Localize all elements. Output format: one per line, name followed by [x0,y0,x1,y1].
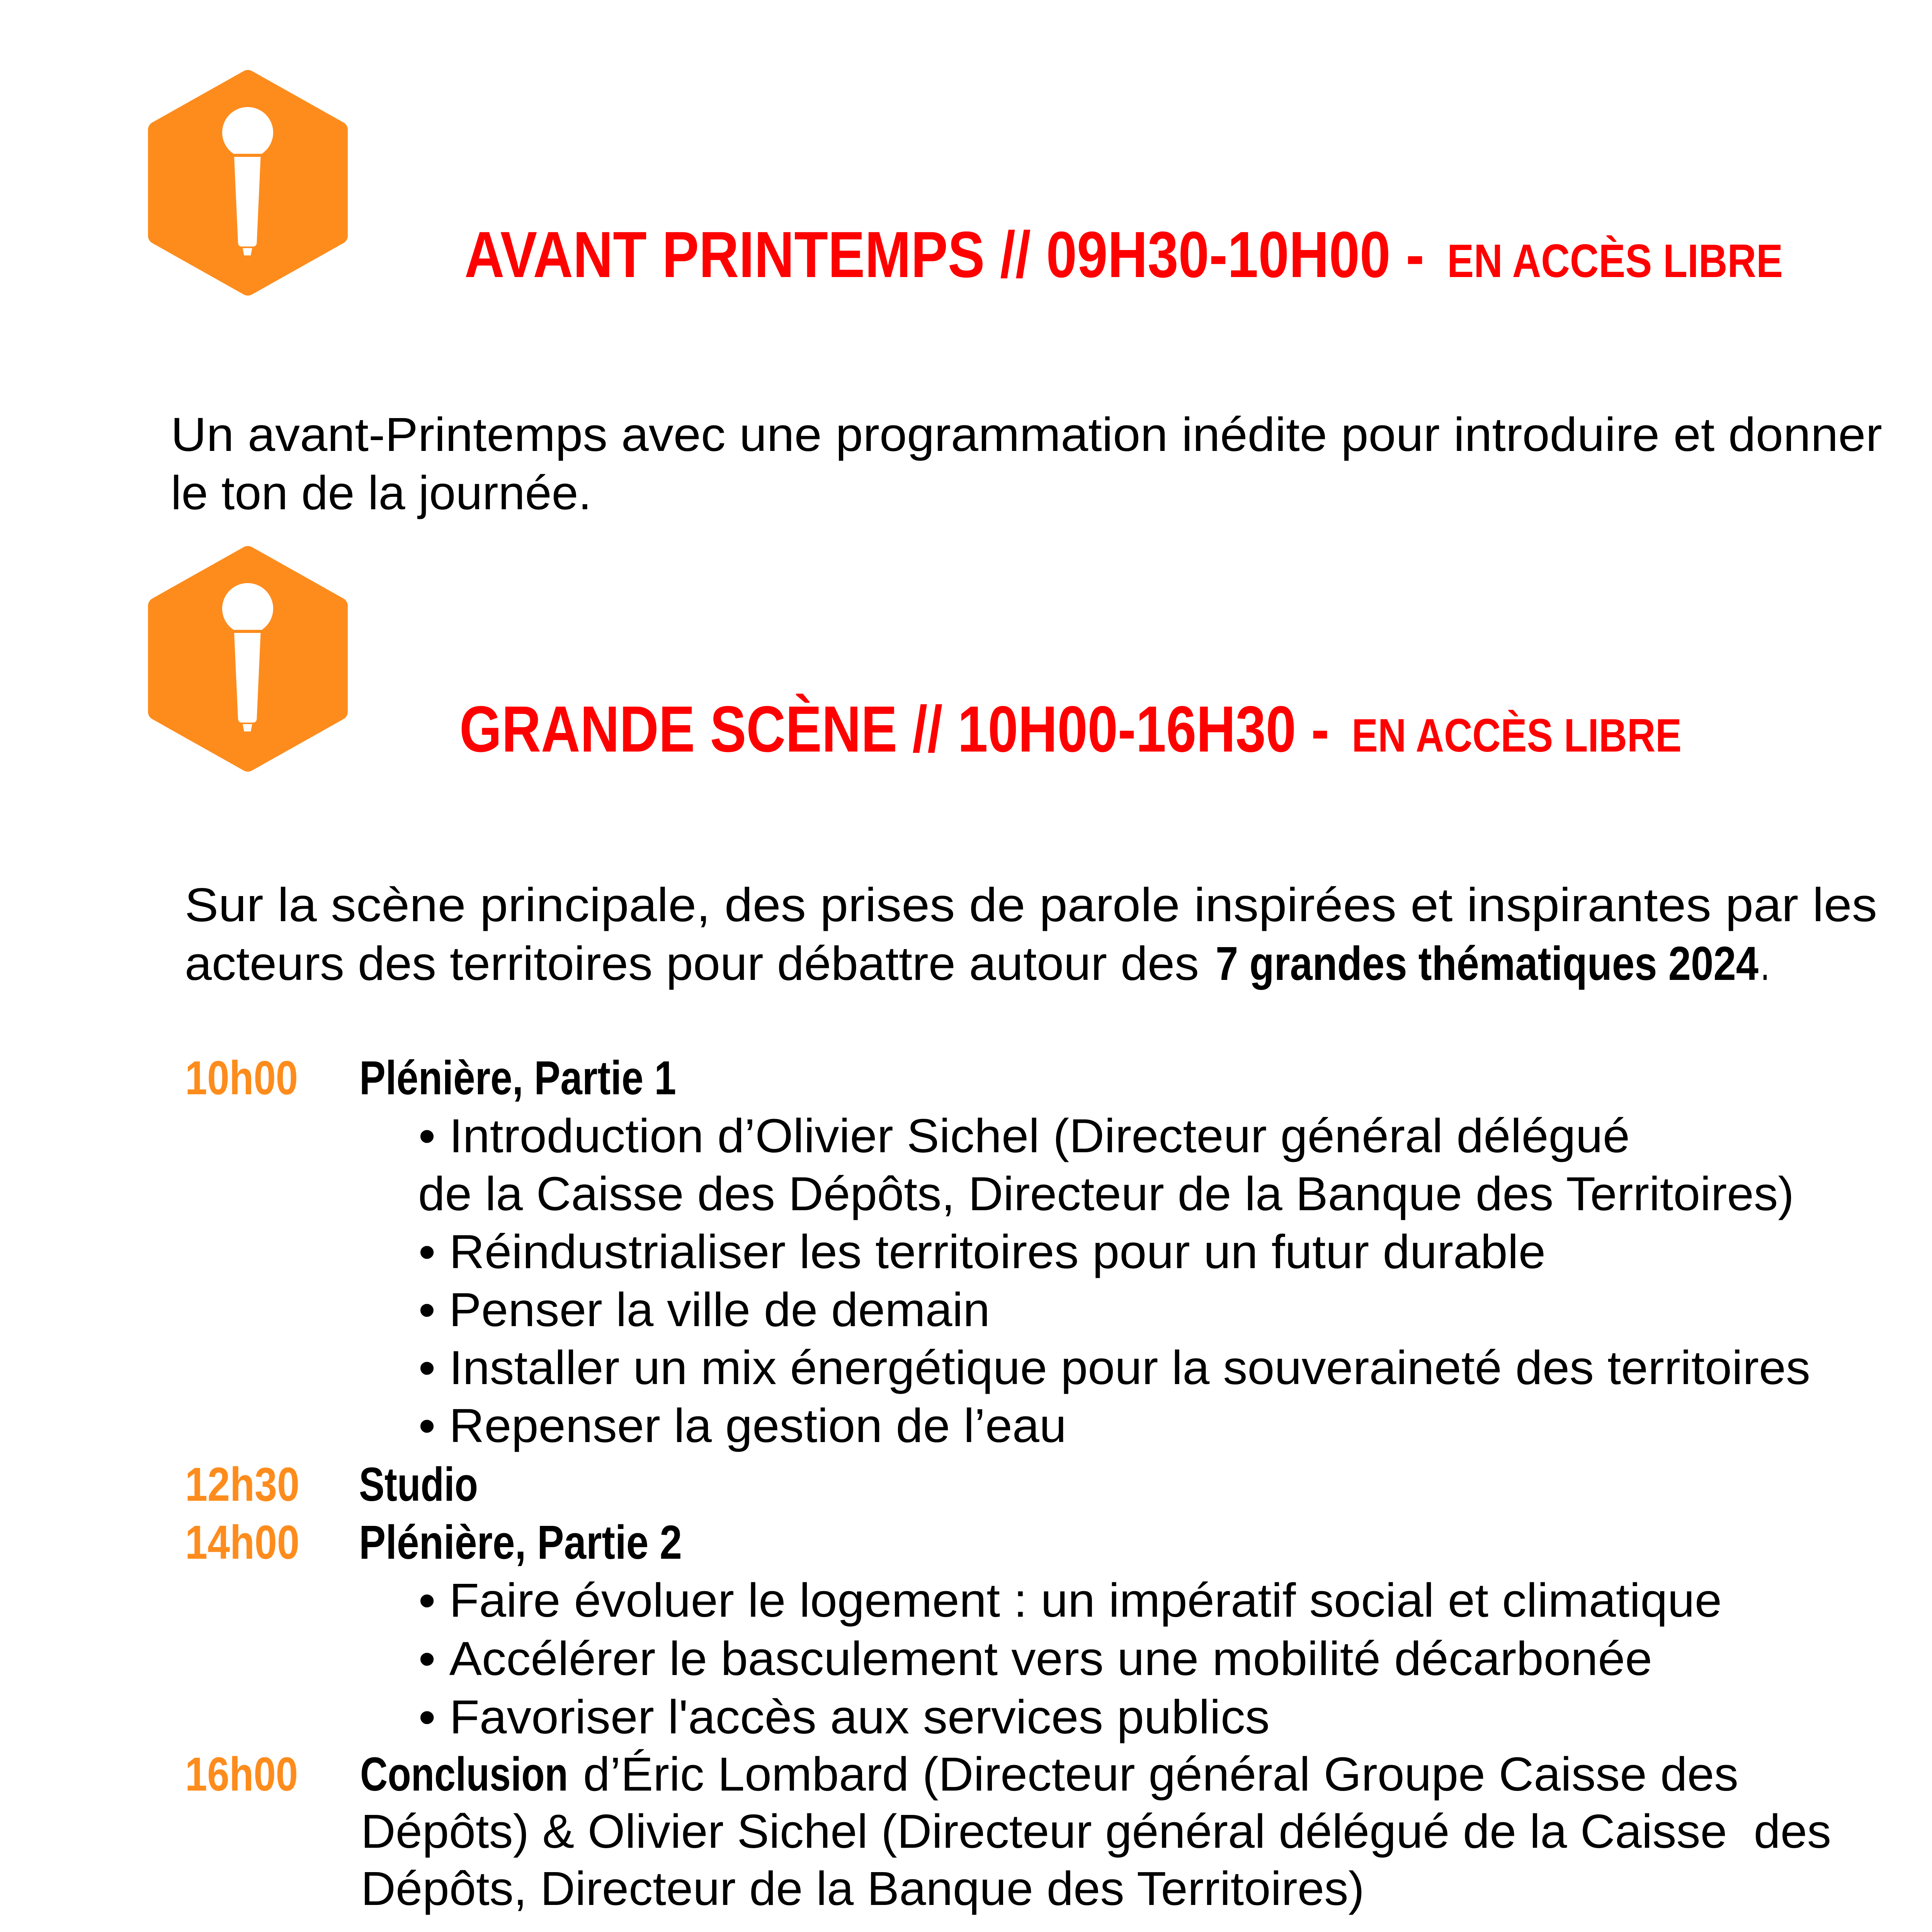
conclusion-text [557,1703,1739,1801]
session-title-inner: Plénière, Partie 1 [359,1052,677,1105]
conclusion-line-inner: Dépôts) & Olivier Sichel (Directeur général délégué de la Caisse des [361,1805,1832,1858]
microphone-icon [148,545,348,773]
session-title-inner: Studio [359,1458,478,1511]
schedule-time [159,1007,298,1105]
description-line [158,834,1878,932]
list-item [392,1065,1630,1163]
time-label-inner: 14h00 [185,1516,300,1569]
session-title-inner: Conclusion [360,1748,568,1801]
list-item [392,1646,1270,1744]
description-line [145,422,592,520]
schedule-time [159,1703,298,1801]
highlight-text [1216,937,1759,990]
time-label [185,1052,298,1105]
list-item-continuation [392,1123,1794,1221]
list-item-inner [418,1402,1066,1450]
description-text-inner: Un avant-Printemps avec une programmation inédite pour introduire et donner [171,408,1883,461]
conclusion-line [361,1862,1365,1915]
description-period-inner: . [1760,937,1770,990]
conclusion-line-inner: d’Éric Lombard (Directeur général Groupe Caisse des [583,1748,1739,1801]
list-item [392,1239,990,1337]
conclusion-text [335,1818,1365,1915]
time-label [185,1516,300,1569]
schedule-time [159,1471,300,1569]
microphone-handle [234,157,261,247]
description-end [1734,893,1770,990]
microphone-tip [243,724,252,731]
time-label-inner: 12h30 [185,1458,300,1511]
description-text-inner: le ton de la journée. [171,467,592,520]
microphone-handle [234,633,261,723]
description-text-inner: acteurs des territoires pour débattre autour des [185,937,1199,990]
section-heading-grande-scene [423,631,1682,765]
access-badge: EN ACCÈS LIBRE [1352,709,1682,762]
description-line [145,364,1883,461]
list-item-label: Réindustrialiser les territoires pour un futur durable [449,1226,1546,1279]
description-period [1760,937,1770,990]
heading-grande-scene [459,692,1682,765]
heading-text [464,218,1783,291]
bullet-icon: • [418,1691,436,1744]
access-badge: EN ACCÈS LIBRE [1447,235,1783,287]
list-item-label: Favoriser l'accès aux services publics [449,1691,1270,1744]
bullet-icon: • [418,1342,436,1395]
microphone-icon [148,69,348,297]
bullet-icon: • [418,1110,436,1163]
description-text [171,467,592,520]
conclusion-text [335,1760,1832,1858]
list-item [392,1181,1546,1279]
time-label [185,1748,298,1801]
highlight-text-inner: 7 grandes thématiques 2024 [1216,937,1759,990]
list-item [392,1529,1722,1627]
list-item-text [418,1402,1066,1450]
heading-title: GRANDE SCÈNE // 10H00-16H30 - [459,692,1329,765]
bullet-icon: • [418,1633,436,1685]
bullet-icon: • [418,1400,436,1452]
list-item-label: Faire évoluer le logement : un impératif social et climatique [449,1574,1722,1627]
schedule-title [333,1471,682,1569]
list-item-label: Installer un mix énergétique pour la souveraineté des territoires [449,1342,1811,1395]
list-item [392,1588,1653,1685]
list-item-label: Introduction d’Olivier Sichel (Directeur général délégué [449,1110,1630,1163]
schedule-title [334,1703,568,1801]
heading-avant-printemps [464,218,1783,291]
conclusion-line-inner: Dépôts, Directeur de la Banque des Territoires) [361,1862,1365,1915]
bullet-icon: • [418,1284,436,1337]
schedule-title [333,1413,478,1511]
description-highlight [1189,893,1759,990]
heading-text [459,692,1682,765]
session-title-inner: Plénière, Partie 2 [359,1516,682,1569]
schedule-title [333,1007,677,1105]
schedule-time [159,1413,300,1511]
heading-title: AVANT PRINTEMPS // 09H30-10H00 - [464,218,1424,291]
time-label-inner: 16h00 [185,1748,298,1801]
list-item-label: Accélérer le basculement vers une mobilité décarbonée [449,1633,1653,1685]
list-item [392,1355,1067,1452]
bullet-icon: • [418,1574,436,1627]
list-item-label: Penser la ville de demain [449,1284,990,1337]
microphone-tip [243,248,252,255]
bullet-icon: • [418,1226,436,1279]
list-item-label: Repenser la gestion de l’eau [449,1400,1067,1452]
list-item [392,1297,1811,1395]
description-line [158,893,1199,990]
list-item-inner: de la Caisse des Dépôts, Directeur de la Banque des Territoires) [418,1168,1794,1221]
section-heading-avant-printemps [428,156,1783,291]
description-text [185,937,1199,990]
time-label-inner: 10h00 [185,1052,298,1105]
description-text-inner: Sur la scène principale, des prises de parole inspirées et inspirantes par les [185,879,1878,932]
